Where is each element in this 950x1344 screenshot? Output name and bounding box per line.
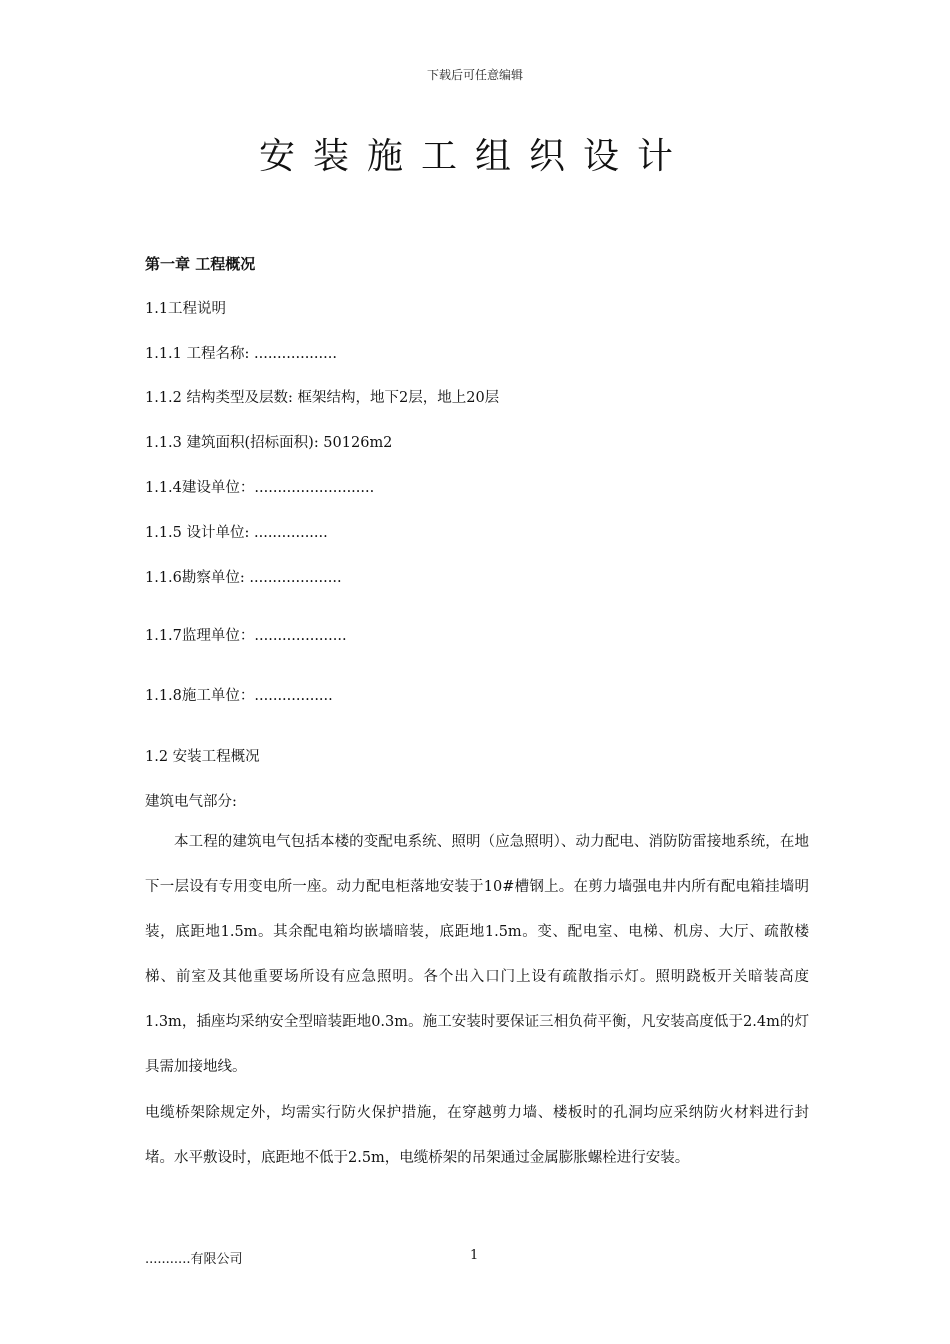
section-heading-1-2: 1.2 安装工程概况 <box>145 749 260 765</box>
page-number: 1 <box>470 1248 479 1263</box>
chapter-heading: 第一章 工程概况 <box>145 255 256 273</box>
item-owner-unit: 1.1.4建设单位：.......................... <box>145 480 375 496</box>
document-title: 安装施工组织设计 <box>258 136 691 177</box>
paragraph-cable-tray: 电缆桥架除规定外，均需实行防火保护措施，在穿越剪力墙、楼板时的孔洞均应采纳防火材料进行封堵。水平敷设时，底距地不低于2.5m，电缆桥架的吊架通过金属膨胀螺栓进行安装。 <box>145 1105 809 1166</box>
item-building-area: 1.1.3 建筑面积(招标面积): 50126m2 <box>145 435 393 451</box>
subheading-electrical: 建筑电气部分: <box>145 794 237 810</box>
item-structure-type: 1.1.2 结构类型及层数: 框架结构，地下2层，地上20层 <box>145 390 500 406</box>
item-project-name: 1.1.1 工程名称: .................. <box>145 346 337 362</box>
paragraph-electrical-overview: 本工程的建筑电气包括本楼的变配电系统、照明（应急照明）、动力配电、消防防雷接地系统，在地下一层设有专用变电所一座。动力配电柜落地安装于10#槽钢上。在剪力墙强电井内所有配电箱挂墙明装，底距地1.5m。其余配电箱均嵌墙暗装，底距地1.5m。变、配电室、电梯、机房、大厅、疏散楼梯、前室及其他重要场所设有应急照明。各个出入口门上设有疏散指示灯。照明跷板开关暗装高度1.3m，插座均采纳安全型暗装距地0.3m。施工安装时要保证三相负荷平衡，凡安装高度低于2.4m的灯具需加接地线。 <box>145 834 809 1075</box>
header-note: 下载后可任意编辑 <box>426 68 523 82</box>
item-design-unit: 1.1.5 设计单位: ................ <box>145 525 328 541</box>
footer-company: ...........有限公司 <box>145 1252 243 1267</box>
item-supervision-unit: 1.1.7监理单位：.................... <box>145 628 347 644</box>
item-survey-unit: 1.1.6勘察单位: .................... <box>145 570 342 586</box>
item-construction-unit: 1.1.8施工单位：................. <box>145 688 333 704</box>
section-heading-1-1: 1.1工程说明 <box>145 301 227 317</box>
